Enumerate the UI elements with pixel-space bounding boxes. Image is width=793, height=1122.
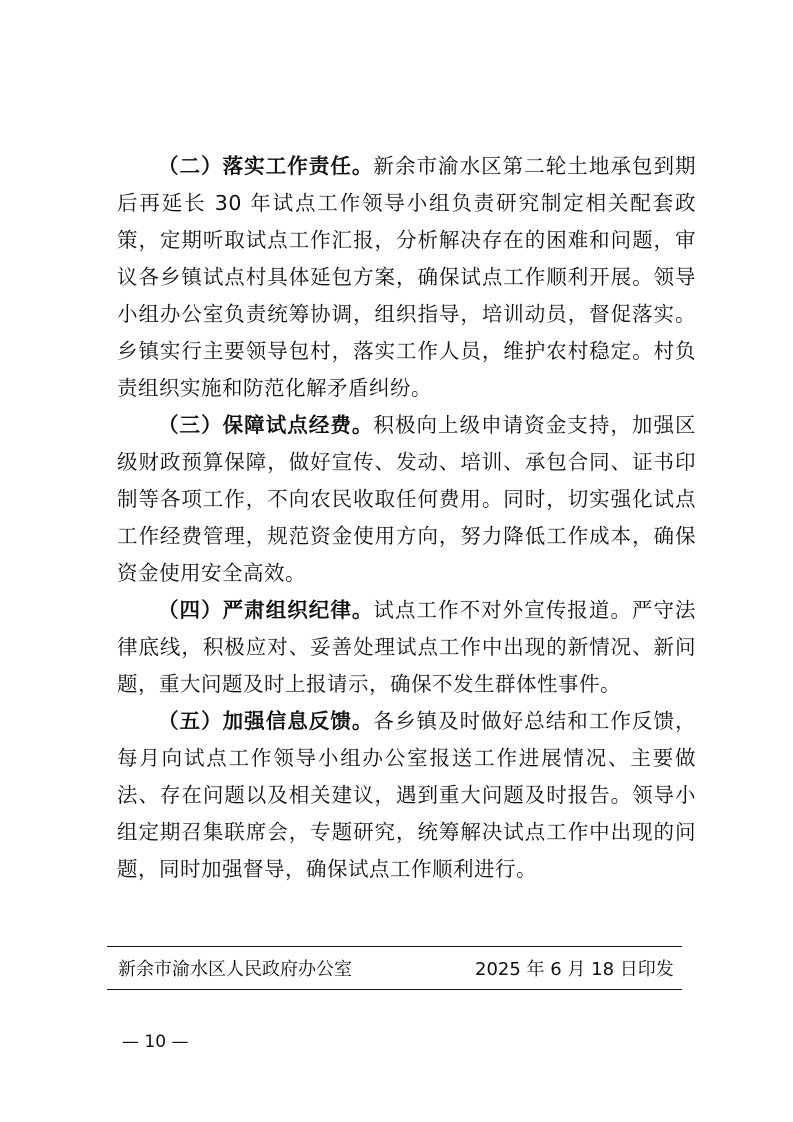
paragraph-implement-responsibility <box>117 148 696 407</box>
page-number: — 10 — <box>122 1032 189 1052</box>
paragraph-heading: （四）严肃组织纪律。 <box>158 598 374 622</box>
paragraph-feedback <box>117 703 696 888</box>
paragraph-text: 积极向上级申请资金支持，加强区级财政预算保障，做好宣传、发动、培训、承包合同、证书印制等各项工作，不向农民收取任何费用。同时，切实强化试点工作经费管理，规范资金使用方向，努力降低工作成本，确保资金使用安全高效。 <box>117 413 697 585</box>
document-body <box>117 148 696 888</box>
footer-issuer: 新余市渝水区人民政府办公室 <box>118 959 352 980</box>
footer-issue-date: 2025 年 6 月 18 日印发 <box>475 959 674 980</box>
paragraph-heading: （三）保障试点经费。 <box>158 413 374 437</box>
paragraph-text: 各乡镇及时做好总结和工作反馈，每月向试点工作领导小组办公室报送工作进展情况、主要做法、存在问题以及相关建议，遇到重大问题及时报告。领导小组定期召集联席会，专题研究，统筹解决试点工作中出现的问题，同时加强督导，确保试点工作顺利进行。 <box>117 709 697 881</box>
paragraph-discipline <box>117 592 696 703</box>
paragraph-text: 试点工作不对外宣传报道。严守法律底线，积极应对、妥善处理试点工作中出现的新情况、新问题，重大问题及时上报请示，确保不发生群体性事件。 <box>117 598 697 696</box>
paragraph-ensure-funding <box>117 407 696 592</box>
paragraph-text: 新余市渝水区第二轮土地承包到期后再延长 30 年试点工作领导小组负责研究制定相关配套政策，定期听取试点工作汇报，分析解决存在的困难和问题，审议各乡镇试点村具体延包方案，确保试点工作顺利开展。领导小组办公室负责统筹协调，组织指导，培训动员，督促落实。乡镇实行主要领导包村，落实工作人员，维护农村稳定。村负责组织实施和防范化解矛盾纠纷。 <box>117 154 697 400</box>
footer-bottom-rule <box>107 989 682 990</box>
paragraph-heading: （二）落实工作责任。 <box>158 154 374 178</box>
paragraph-heading: （五）加强信息反馈。 <box>158 709 374 733</box>
footer-top-rule <box>107 946 682 947</box>
